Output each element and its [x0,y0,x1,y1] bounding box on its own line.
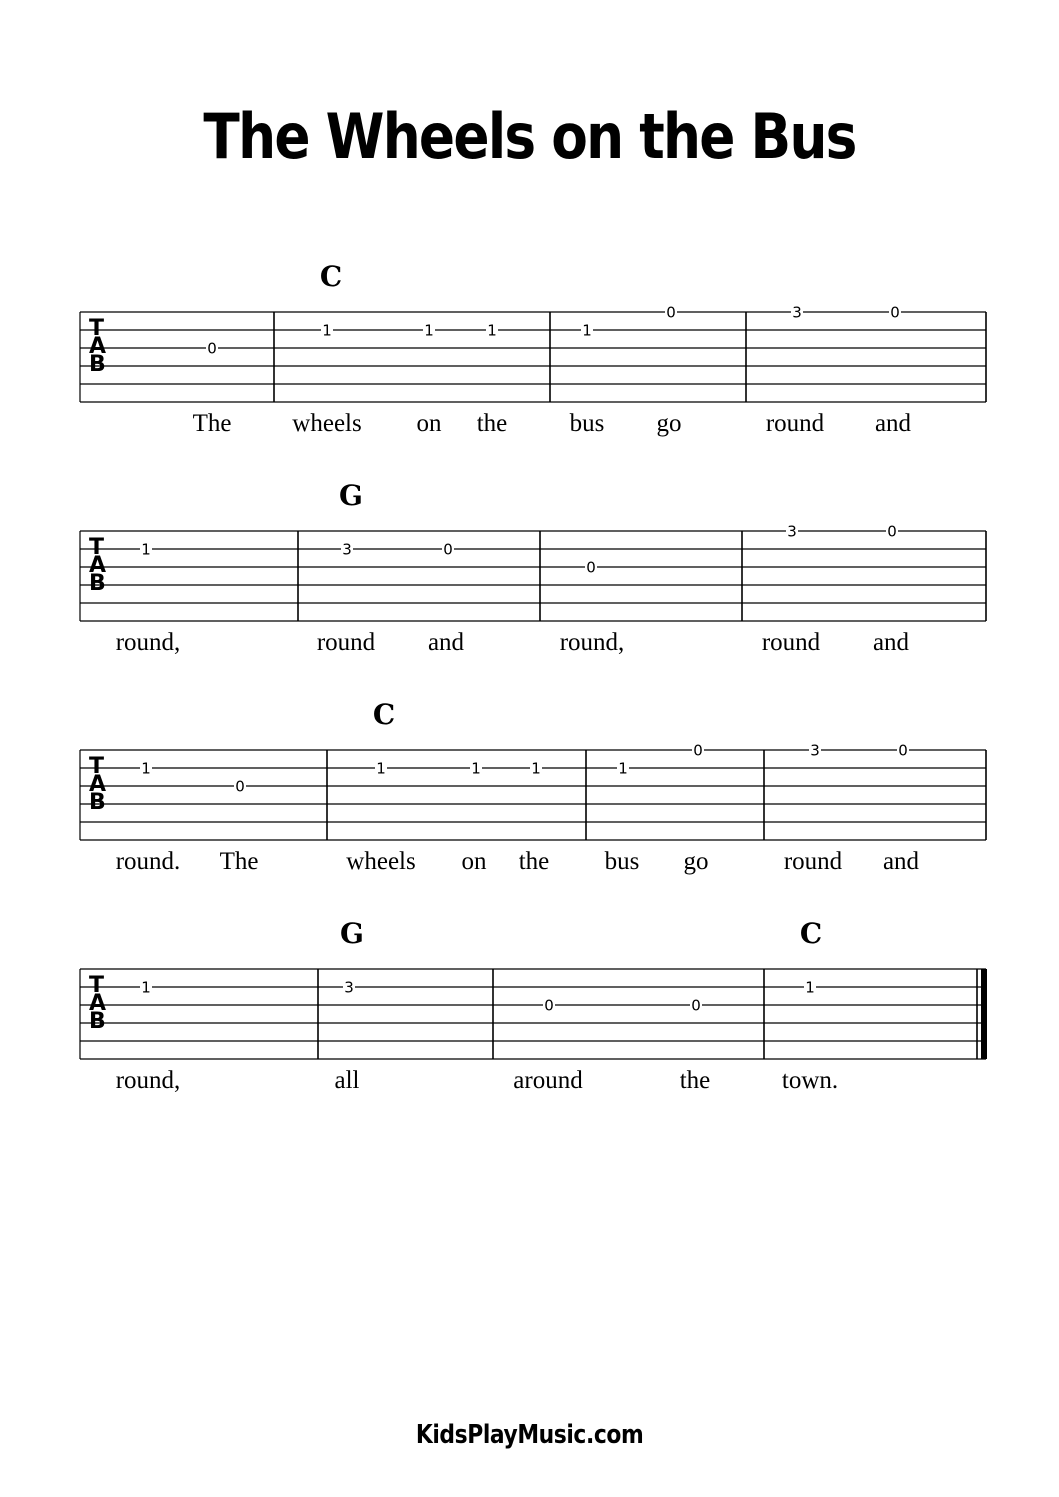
fret-number: 0 [207,339,217,358]
lyric-word: the [476,410,508,437]
tab-staff [0,479,1059,639]
tab-clef-letter: A [89,334,107,359]
lyric-word: round [783,848,843,875]
lyric-word: all [334,1067,360,1094]
tab-clef-letter: A [89,553,107,578]
fret-number: 1 [141,978,151,997]
lyric-word: the [679,1067,711,1094]
lyric-word: round [761,629,821,656]
tab-clef-letter: B [89,790,106,815]
fret-number: 3 [810,741,820,760]
fret-number: 1 [618,759,628,778]
fret-number: 3 [792,303,802,322]
lyric-word: and [872,629,910,656]
fret-number: 0 [586,558,596,577]
lyric-word: bus [569,410,605,437]
lyric-word: on [416,410,442,437]
lyric-word: round, [115,1067,181,1094]
tab-staff [0,917,1059,1077]
lyric-word: round [316,629,376,656]
fret-number: 0 [691,996,701,1015]
lyric-word: on [461,848,487,875]
tab-system [0,698,1059,898]
fret-number: 1 [471,759,481,778]
chord-symbol: C [372,698,396,731]
lyric-word: go [683,848,709,875]
lyric-word: wheels [292,410,362,437]
fret-number: 0 [887,522,897,541]
fret-number: 3 [344,978,354,997]
tab-system [0,917,1059,1117]
fret-number: 1 [582,321,592,340]
tab-system [0,260,1059,460]
lyric-word: go [656,410,682,437]
lyric-word: wheels [346,848,416,875]
fret-number: 0 [693,741,703,760]
site-credit: KidsPlayMusic.com [415,1420,644,1450]
fret-number: 0 [898,741,908,760]
fret-number: 1 [531,759,541,778]
tab-clef-letter: T [89,754,105,779]
fret-number: 1 [322,321,332,340]
tab-system [0,479,1059,679]
fret-number: 0 [235,777,245,796]
lyric-word: and [427,629,465,656]
fret-number: 3 [342,540,352,559]
fret-number: 0 [544,996,554,1015]
fret-number: 1 [424,321,434,340]
tab-clef-letter: T [89,535,105,560]
fret-number: 1 [487,321,497,340]
tab-clef-letter: T [89,973,105,998]
tab-clef-letter: A [89,991,107,1016]
tab-clef-letter: T [89,316,105,341]
fret-number: 1 [805,978,815,997]
chord-symbol: C [319,260,343,293]
fret-number: 1 [141,540,151,559]
lyric-word: round [765,410,825,437]
chord-symbol: G [339,479,363,512]
lyric-word: The [192,410,232,437]
chord-symbol: G [340,917,364,950]
fret-number: 0 [443,540,453,559]
tab-clef-letter: B [89,1009,106,1034]
lyric-word: round, [559,629,625,656]
page-title: The Wheels on the Bus [203,100,856,173]
fret-number: 3 [787,522,797,541]
lyric-word: the [518,848,550,875]
fret-number: 0 [666,303,676,322]
lyric-word: round. [115,848,181,875]
tab-clef-letter: A [89,772,107,797]
fret-number: 0 [890,303,900,322]
fret-number: 1 [376,759,386,778]
chord-symbol: C [799,917,823,950]
fret-number: 1 [141,759,151,778]
tab-clef-letter: B [89,352,106,377]
tab-staff [0,698,1059,858]
tab-staff [0,260,1059,420]
tab-clef-letter: B [89,571,106,596]
lyric-word: and [882,848,920,875]
lyric-word: round, [115,629,181,656]
lyric-word: town. [781,1067,839,1094]
lyric-word: and [874,410,912,437]
lyric-word: around [513,1067,583,1094]
lyric-word: The [219,848,259,875]
lyric-word: bus [604,848,640,875]
